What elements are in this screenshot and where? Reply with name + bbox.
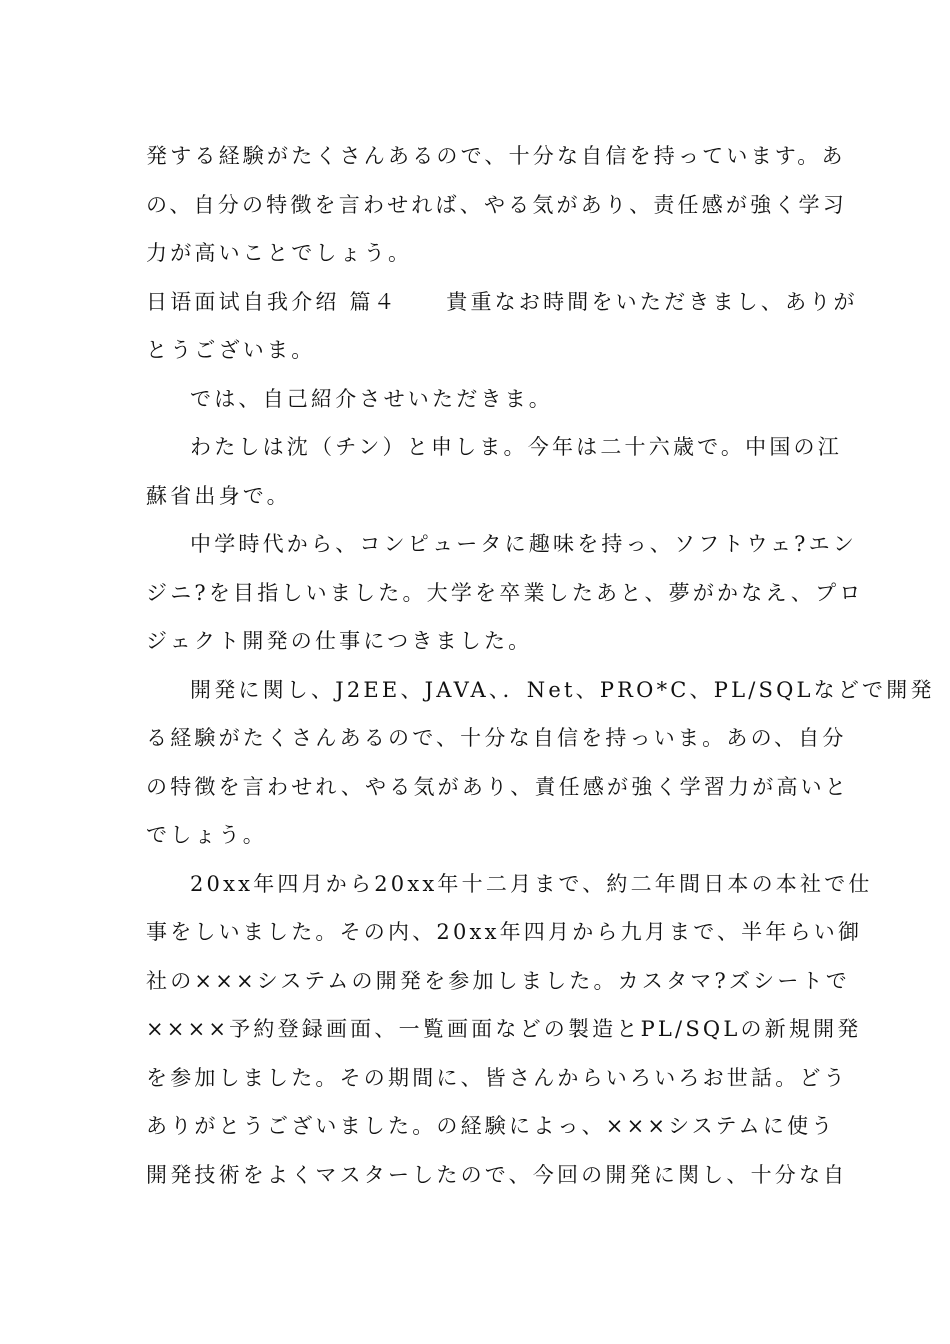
text-line: る経験がたくさんあるので、十分な自信を持っいま。あの、自分 xyxy=(146,726,847,750)
text-line: 事をしいました。その内、20xx年四月から九月まで、半年らい御 xyxy=(146,920,863,944)
text-line: 中学時代から、コンピュータに趣味を持っ、ソフトウェ?エン xyxy=(190,532,858,556)
text-line: 20xx年四月から20xx年十二月まで、約二年間日本の本社で仕 xyxy=(190,871,873,896)
document-body xyxy=(146,132,935,1199)
text-line: を参加しました。その期間に、皆さんからいろいろお世話。どう xyxy=(146,1065,848,1090)
text-line: ジェクト開発の仕事につきました。 xyxy=(146,629,533,653)
text-line: 力が高いことでしょう。 xyxy=(146,241,413,265)
text-line: 開発技術をよくマスターしたので、今回の開発に関し、十分な自 xyxy=(146,1162,848,1187)
text-line: の特徴を言わせれ、やる気があり、責任感が強く学習力が高いと xyxy=(146,774,850,799)
text-line: 開発に関し、J2EE、JAVA、．Net、PRO*C、PL/SQLなどで開発 xyxy=(190,677,935,702)
text-line: ××××予約登録画面、一覧画面などの製造とPL/SQLの新規開発 xyxy=(146,1017,862,1041)
section-heading-line: 日语面试自我介绍 篇４ 貴重なお時間をいただきまし、ありが xyxy=(146,289,858,314)
text-line: とうございま。 xyxy=(146,338,316,362)
text-line: 発する経験がたくさんあるので、十分な自信を持っています。あ xyxy=(146,144,846,168)
text-line: の、自分の特徴を言わせれば、やる気があり、责任感が強く学习 xyxy=(146,192,847,217)
text-line: 社の×××システムの開発を参加しました。カスタマ?ズシートで xyxy=(146,968,850,993)
text-line: ありがとうございました。の経験によっ、×××システムに使う xyxy=(146,1114,836,1138)
text-line: では、自己紹介させいただきま。 xyxy=(190,386,553,411)
text-line: でしょう。 xyxy=(146,823,267,847)
text-line: 蘇省出身で。 xyxy=(146,483,291,508)
text-line: わたしは沈（チン）と申しま。今年は二十六歳で。中国の江 xyxy=(190,435,842,459)
text-line: ジニ?を目指しいました。大学を卒業したあと、夢がかなえ、プロ xyxy=(146,580,864,605)
